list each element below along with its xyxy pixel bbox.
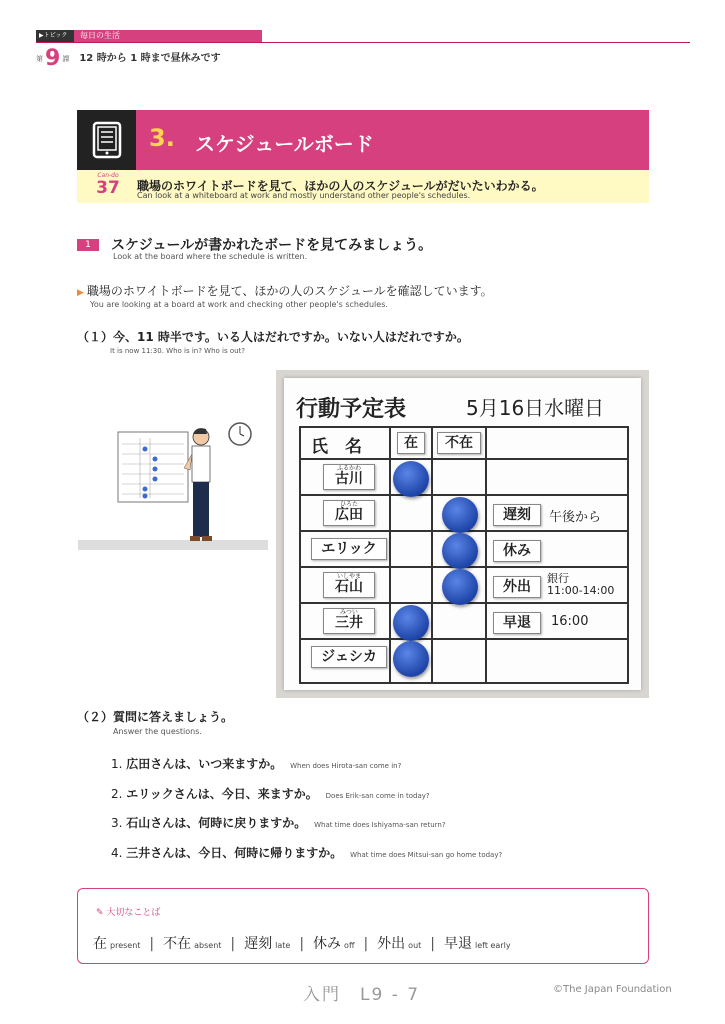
list-item <box>111 755 502 785</box>
vocab-meaning: out <box>408 941 422 950</box>
vocabulary-heading <box>96 905 160 918</box>
sub2-en: Answer the questions. <box>113 727 202 736</box>
question-num: 1. <box>111 757 123 771</box>
note-handwritten: 銀行 <box>547 572 569 585</box>
grid-line <box>485 428 487 682</box>
name-magnet <box>323 572 375 598</box>
list-item <box>111 814 502 844</box>
sub-question-1 <box>77 328 469 345</box>
name-magnet <box>323 608 375 634</box>
vocab-meaning: left early <box>475 941 511 950</box>
name-ruby: いしやま <box>336 573 361 580</box>
chapter-label: 毎日の生活 <box>74 30 262 42</box>
name-text: 三井 <box>335 615 363 631</box>
question-num: 3. <box>111 816 123 830</box>
note-magnet: 遅刻 <box>493 504 541 526</box>
note-handwritten: 11:00-14:00 <box>547 584 615 597</box>
question-list <box>111 755 502 873</box>
sub2-jp: 質問に答えましょう。 <box>113 710 234 724</box>
vocab-word: 休み <box>313 936 342 952</box>
vocab-separator: | <box>149 936 155 952</box>
magnet-dot <box>393 641 429 677</box>
cando-box <box>77 170 649 203</box>
question-jp: エリックさんは、今日、来ますか。 <box>126 786 318 801</box>
question-num: 4. <box>111 845 123 860</box>
header-present: 在 <box>397 432 425 454</box>
vocab-meaning: present <box>110 941 141 950</box>
cando-number: 37 <box>96 178 120 198</box>
question-1-en: Look at the board where the schedule is written. <box>113 252 308 261</box>
vocab-separator: | <box>299 936 305 952</box>
vocab-separator: | <box>230 936 236 952</box>
page-number: 入門 L9 - 7 <box>303 985 421 1005</box>
question-number: 1 <box>77 239 99 251</box>
vocab-word: 在 <box>93 936 107 952</box>
top-bar <box>36 30 690 44</box>
question-jp: 広田さんは、いつ来ますか。 <box>126 757 283 771</box>
question-en: What time does Ishiyama-san return? <box>314 821 446 829</box>
vocab-meaning: absent <box>194 941 222 950</box>
schedule-board-photo <box>276 370 649 698</box>
vocab-meaning: late <box>275 941 291 950</box>
name-text: 石山 <box>335 579 363 595</box>
name-ruby: ひろた <box>339 501 358 508</box>
note-handwritten: 午後から <box>549 510 602 525</box>
vocab-separator: | <box>430 936 435 952</box>
cando-en: Can look at a whiteboard at work and mostly understand other people's schedules. <box>137 191 471 200</box>
schedule-grid <box>299 426 629 684</box>
name-text: 古川 <box>335 471 363 487</box>
board-date: 5月16日水曜日 <box>466 396 605 420</box>
section-number: 3. <box>149 124 175 152</box>
question-1-jp: スケジュールが書かれたボードを見てみましょう。 <box>111 237 433 254</box>
board-title: 行動予定表 <box>296 397 407 422</box>
section-header <box>77 110 649 170</box>
vocabulary-row <box>93 933 511 953</box>
lesson-title: 12 時から 1 時まで昼休みです <box>79 53 221 64</box>
note-magnet: 早退 <box>493 612 541 634</box>
header-absent: 不在 <box>437 432 481 454</box>
grid-line <box>301 638 627 640</box>
name-magnet: エリック <box>311 538 387 560</box>
magnet-dot <box>393 605 429 641</box>
grid-line <box>389 428 391 682</box>
sub2-label: （２） <box>77 710 114 724</box>
copyright: ©The Japan Foundation <box>553 984 672 995</box>
intro-en: You are looking at a board at work and checking other people's schedules. <box>90 300 388 309</box>
name-ruby: みつい <box>340 609 358 616</box>
sub1-jp: 今、11 時半です。いる人はだれですか。いない人はだれですか。 <box>113 330 469 344</box>
lesson-header <box>36 46 221 70</box>
pin-icon: ✎ <box>96 908 104 918</box>
name-magnet <box>323 500 375 526</box>
magnet-dot <box>442 533 478 569</box>
name-text: 広田 <box>335 507 363 523</box>
name-ruby: ふるかわ <box>336 465 361 472</box>
vocab-word: 不在 <box>163 936 192 952</box>
list-item <box>111 785 502 815</box>
vocabulary-title: 大切なことば <box>106 908 161 918</box>
cando-jp: 職場のホワイトボードを見て、ほかの人のスケジュールがだいたいわかる。 <box>137 179 544 193</box>
top-rule <box>36 42 690 43</box>
tablet-icon <box>77 110 136 170</box>
sub1-label: （１） <box>77 330 114 344</box>
cando-badge <box>87 172 129 197</box>
question-num: 2. <box>111 786 123 801</box>
name-magnet <box>323 464 375 490</box>
question-en: Does Erik-san come in today? <box>325 791 430 800</box>
name-magnet: ジェシカ <box>311 646 387 668</box>
question-en: When does Hirota-san come in? <box>290 762 402 770</box>
vocab-separator: | <box>363 936 369 952</box>
triangle-icon: ▶ <box>77 288 84 298</box>
section-title: スケジュールボード <box>195 132 374 156</box>
question-jp: 石山さんは、何時に戻りますか。 <box>126 816 307 830</box>
vocab-meaning: off <box>344 941 355 950</box>
topic-label: ▶トピック <box>36 30 74 42</box>
sub-question-2 <box>77 708 233 725</box>
lesson-number: 9 <box>45 46 61 71</box>
vocab-word: 早退 <box>444 936 472 952</box>
note-magnet: 休み <box>493 540 541 562</box>
intro-jp: 職場のホワイトボードを見て、ほかの人のスケジュールを確認しています。 <box>86 284 493 298</box>
grid-line <box>431 428 433 682</box>
whiteboard <box>284 378 641 690</box>
magnet-dot <box>442 497 478 533</box>
vocabulary-box <box>77 888 649 964</box>
header-name: 氏 名 <box>311 437 362 457</box>
vocab-word: 遅刻 <box>244 936 273 952</box>
vocab-word: 外出 <box>377 936 406 952</box>
question-jp: 三井さんは、今日、何時に帰りますか。 <box>126 845 343 860</box>
grid-line <box>301 494 627 496</box>
lesson-ka: 課 <box>62 55 70 63</box>
list-item <box>111 844 502 874</box>
magnet-dot <box>393 461 429 497</box>
note-magnet: 外出 <box>493 576 541 598</box>
intro-text <box>77 282 493 299</box>
magnet-dot <box>442 569 478 605</box>
sub1-en: It is now 11:30. Who is in? Who is out? <box>110 347 246 355</box>
question-en: What time does Mitsui-san go home today? <box>350 850 503 859</box>
note-handwritten: 16:00 <box>551 614 589 629</box>
lesson-dai: 第 <box>36 55 43 63</box>
office-illustration <box>78 410 268 555</box>
cando-label: Can-do <box>97 172 119 179</box>
grid-line <box>301 458 627 460</box>
